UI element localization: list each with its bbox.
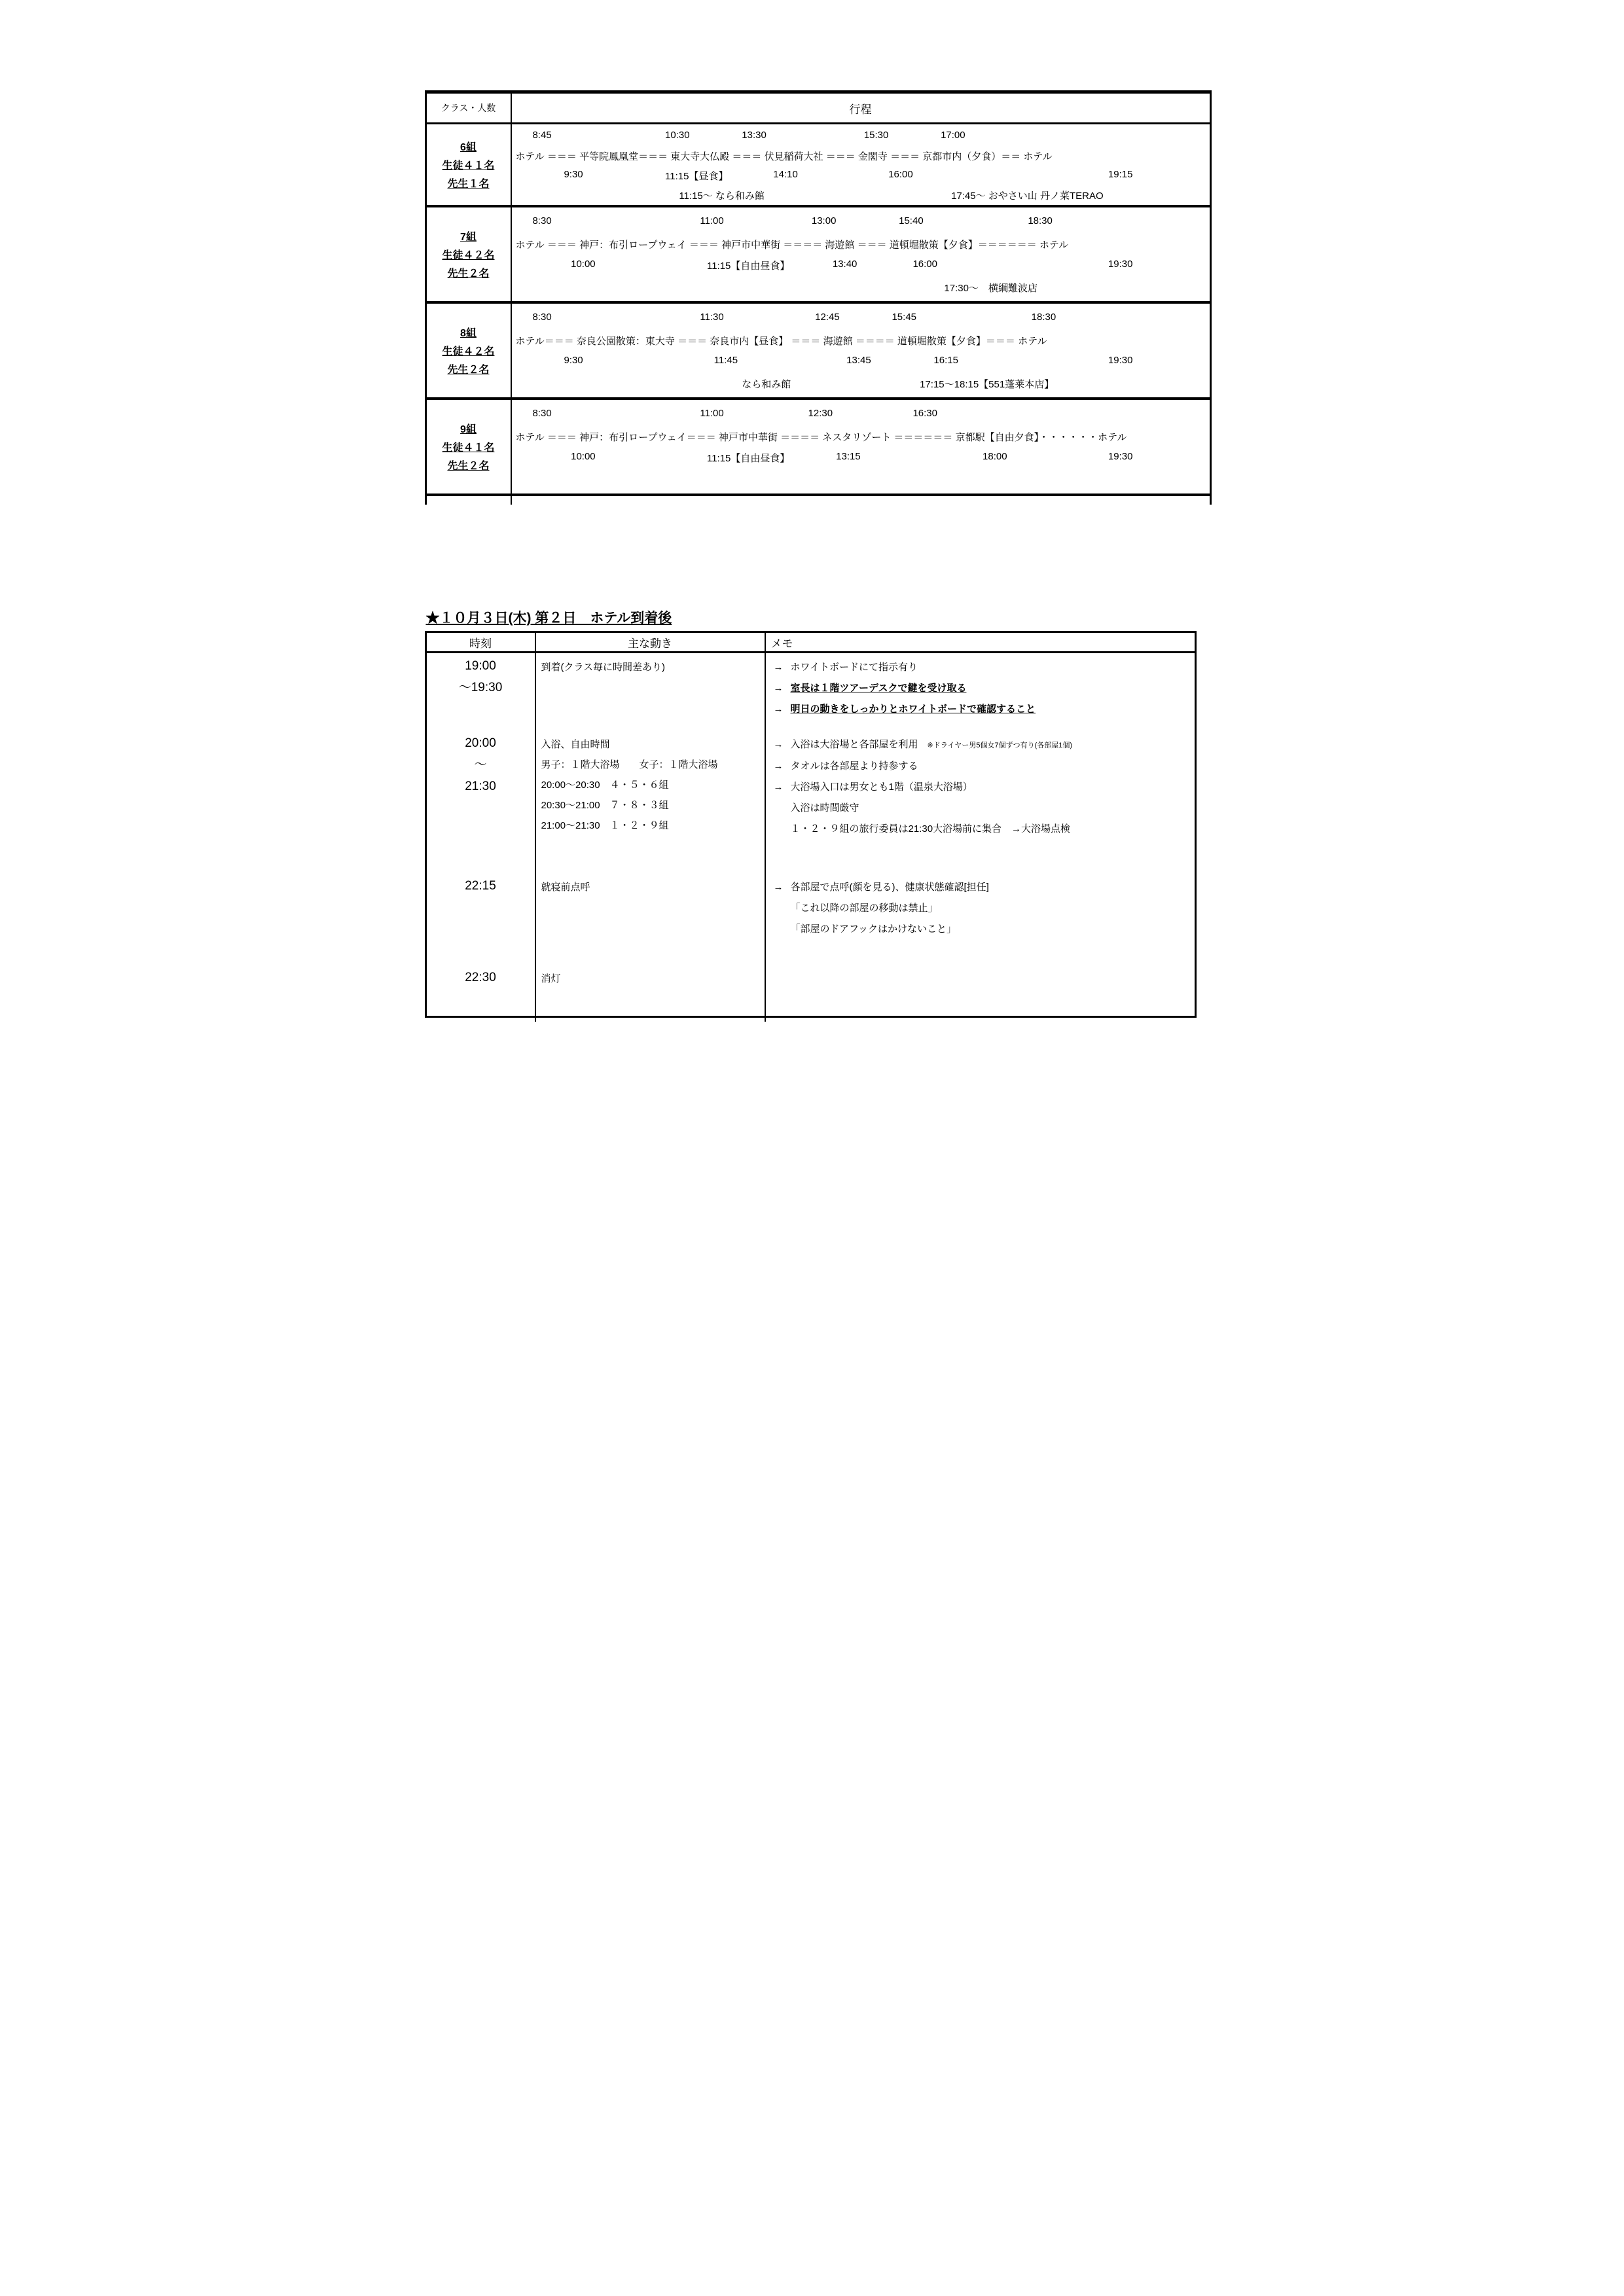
time-cell [427,873,536,965]
memo-line [774,919,1192,940]
route-line: ホテル ＝＝＝ 平等院鳳凰堂＝＝＝ 東大寺大仏殿 ＝＝＝ 伏見稲荷大社 ＝＝＝ 金閣寺 ＝＝＝ 京都市内（夕食）＝＝ ホテル [515,151,1053,162]
time-label: 11:15【自由昼食】 [706,260,790,272]
time-line: ～19:30 [458,681,503,694]
schedule-row [427,965,1195,1022]
cutoff-right-cell [512,496,1210,505]
schedule-row [427,653,1195,730]
action-cell [536,653,766,730]
memo-arrow: → [773,739,784,750]
extra-label: 17:15～18:15【551蓬莱本店】 [920,379,1055,390]
route-cell [512,400,1210,493]
route-line: ホテル ＝＝＝ 神戸：布引ロープウェイ＝＝＝ 神戸市中華街 ＝＝＝＝ ネスタリゾート ＝＝＝＝＝＝ 京都駅【自由夕食】・・・・・・ホテル [515,432,1127,443]
schedule-table [425,631,1197,1018]
route-line: ホテル＝＝＝ 奈良公園散策：東大寺 ＝＝＝ 奈良市内【昼食】 ＝＝＝ 海遊館 ＝＝＝＝ 道頓堀散策【夕食】＝＝＝ ホテル [515,336,1047,347]
teachers-label: 先生１名 [447,179,490,190]
action-line: 就寝前点呼 [541,882,590,893]
action-line: 20:30～21:00 ７・８・３組 [541,800,669,811]
class-label: 9組 [460,424,477,435]
students-label: 生徒４２名 [442,346,495,357]
itinerary-table-header [427,94,1210,124]
action-line: 消灯 [541,973,561,984]
time-cell [427,730,536,873]
time-line: 22:30 [465,971,496,984]
time-label: 19:15 [1108,169,1133,180]
time-label: 16:00 [912,259,937,270]
memo-cell [766,730,1195,873]
time-label: 11:45 [713,355,738,366]
time-label: 15:30 [863,130,889,141]
time-label: 17:00 [941,130,965,141]
memo-arrow: → [773,704,784,715]
class-cell [427,124,512,205]
itinerary-row [427,304,1210,400]
action-cell [536,873,766,965]
time-label: 19:30 [1108,259,1133,270]
time-label: 13:30 [742,130,767,141]
route-cell [512,207,1210,301]
action-cell [536,730,766,873]
time-label: 10:00 [571,451,596,462]
time-label: 11:00 [700,215,724,226]
memo-text: 各部屋で点呼(顔を見る)、健康状態確認[担任] [790,882,989,893]
class-label: 8組 [460,328,477,339]
memo-cell [766,653,1195,730]
time-label: 19:30 [1108,451,1133,462]
memo-line [774,678,1192,699]
time-label: 8:45 [532,130,552,141]
schedule-row [427,873,1195,965]
memo-cell [766,965,1195,1022]
time-line: ～ [474,758,487,772]
route-cell [512,124,1210,205]
memo-line [774,898,1192,919]
time-label: 11:00 [700,408,724,419]
time-label: 10:30 [665,130,690,141]
time-line: 21:30 [465,780,496,793]
header-itinerary-col: 行程 [849,103,872,116]
memo-line [774,777,1192,798]
time-label: 9:30 [564,169,583,180]
time-col-header: 時刻 [427,633,536,651]
memo-arrow: → [773,781,784,793]
action-line: 21:00～21:30 １・２・９組 [541,820,669,831]
action-line: 到着(クラス毎に時間差あり) [541,662,666,673]
time-label: 18:00 [983,451,1007,462]
time-label: 11:30 [700,312,724,323]
action-line: 20:00～20:30 ４・５・６組 [541,780,669,791]
memo-text: 「これ以降の部屋の移動は禁止」 [790,903,938,914]
memo-text: 入浴は時間厳守 [790,802,859,814]
extra-label: 11:15～ なら和み館 [679,190,765,202]
memo-text: タオルは各部屋より持参する [790,761,918,772]
time-label: 12:30 [808,408,833,419]
action-cell [536,965,766,1022]
time-line: 22:15 [465,879,496,893]
students-label: 生徒４１名 [442,442,495,454]
time-label: 13:40 [832,259,857,270]
time-cell [427,965,536,1022]
memo-text: 大浴場入口は男女とも1階（温泉大浴場） [790,781,973,793]
memo-text: 明日の動きをしっかりとホワイトボードで確認すること [790,704,1036,715]
memo-note: ※ドライヤー男5個女7個ずつ有り(各部屋1個) [927,742,1073,749]
extra-label: なら和み館 [742,379,791,390]
itinerary-rows [427,124,1210,496]
page [406,0,1218,1148]
memo-text: 「部屋のドアフックはかけないこと」 [790,924,957,935]
itinerary-row [427,124,1210,207]
section-title: ★１０月３日(木) 第２日 ホテル到着後 [425,611,672,626]
memo-text: １・２・９組の旅行委員は21:30大浴場前に集合 →大浴場点検 [790,823,1071,834]
itinerary-row [427,400,1210,496]
time-label: 16:00 [888,169,913,180]
teachers-label: 先生２名 [447,365,490,376]
memo-line [774,756,1192,777]
itinerary-row [427,207,1210,304]
action-line: 男子：１階大浴場 女子：１階大浴場 [541,759,718,770]
memo-arrow: → [773,882,784,893]
route-line: ホテル ＝＝＝ 神戸：布引ロープウェイ ＝＝＝ 神戸市中華街 ＝＝＝＝ 海遊館 ＝＝＝ 道頓堀散策【夕食】＝＝＝＝＝＝ ホテル [515,240,1069,251]
time-label: 15:45 [892,312,917,323]
extra-label: 17:30～ 横綱難波店 [944,283,1038,294]
header-class-col: クラス・人数 [427,94,512,122]
schedule-row [427,730,1195,873]
time-label: 8:30 [532,215,552,226]
time-label: 11:15【昼食】 [665,171,729,182]
memo-line [774,819,1192,840]
memo-line [774,699,1192,720]
memo-line [774,657,1192,678]
action-col-header: 主な動き [536,633,766,651]
cutoff-row-stub [427,496,1210,505]
time-label: 18:30 [1031,312,1056,323]
students-label: 生徒４１名 [442,160,495,171]
time-label: 13:15 [836,451,861,462]
time-label: 13:00 [811,215,837,226]
time-label: 16:30 [912,408,937,419]
memo-arrow: → [773,683,784,694]
class-cell [427,304,512,397]
time-label: 9:30 [564,355,583,366]
time-line: 20:00 [465,736,496,750]
schedule-rows [427,653,1195,1022]
time-label: 10:00 [571,259,596,270]
itinerary-table [425,90,1212,505]
students-label: 生徒４２名 [442,250,495,261]
time-label: 19:30 [1108,355,1133,366]
time-label: 18:30 [1028,215,1053,226]
memo-arrow: → [773,662,784,673]
time-label: 11:15【自由昼食】 [706,453,790,464]
time-label: 15:40 [899,215,924,226]
memo-text: 室長は１階ツアーデスクで鍵を受け取る [790,683,967,694]
extra-label: 17:45～ おやさい山 丹ノ菜TERAO [951,190,1104,202]
memo-line [774,798,1192,819]
cutoff-left-cell [427,496,512,505]
class-cell [427,207,512,301]
memo-line [774,734,1192,756]
class-cell [427,400,512,493]
time-label: 14:10 [773,169,798,180]
time-label: 8:30 [532,408,552,419]
action-line: 入浴、自由時間 [541,739,610,750]
time-label: 13:45 [846,355,871,366]
time-label: 12:45 [815,312,840,323]
time-line: 19:00 [465,659,496,673]
memo-text: ホワイトボードにて指示有り [790,662,918,673]
memo-text: 入浴は大浴場と各部屋を利用 [790,739,918,750]
teachers-label: 先生２名 [447,461,490,472]
route-cell [512,304,1210,397]
time-label: 16:15 [933,355,958,366]
memo-line [774,877,1192,898]
memo-col-header: メモ [770,637,793,650]
memo-arrow: → [773,761,784,772]
time-cell [427,653,536,730]
time-label: 8:30 [532,312,552,323]
memo-cell [766,873,1195,965]
class-label: 6組 [460,142,477,153]
schedule-header [427,633,1195,653]
teachers-label: 先生２名 [447,268,490,279]
class-label: 7組 [460,232,477,243]
